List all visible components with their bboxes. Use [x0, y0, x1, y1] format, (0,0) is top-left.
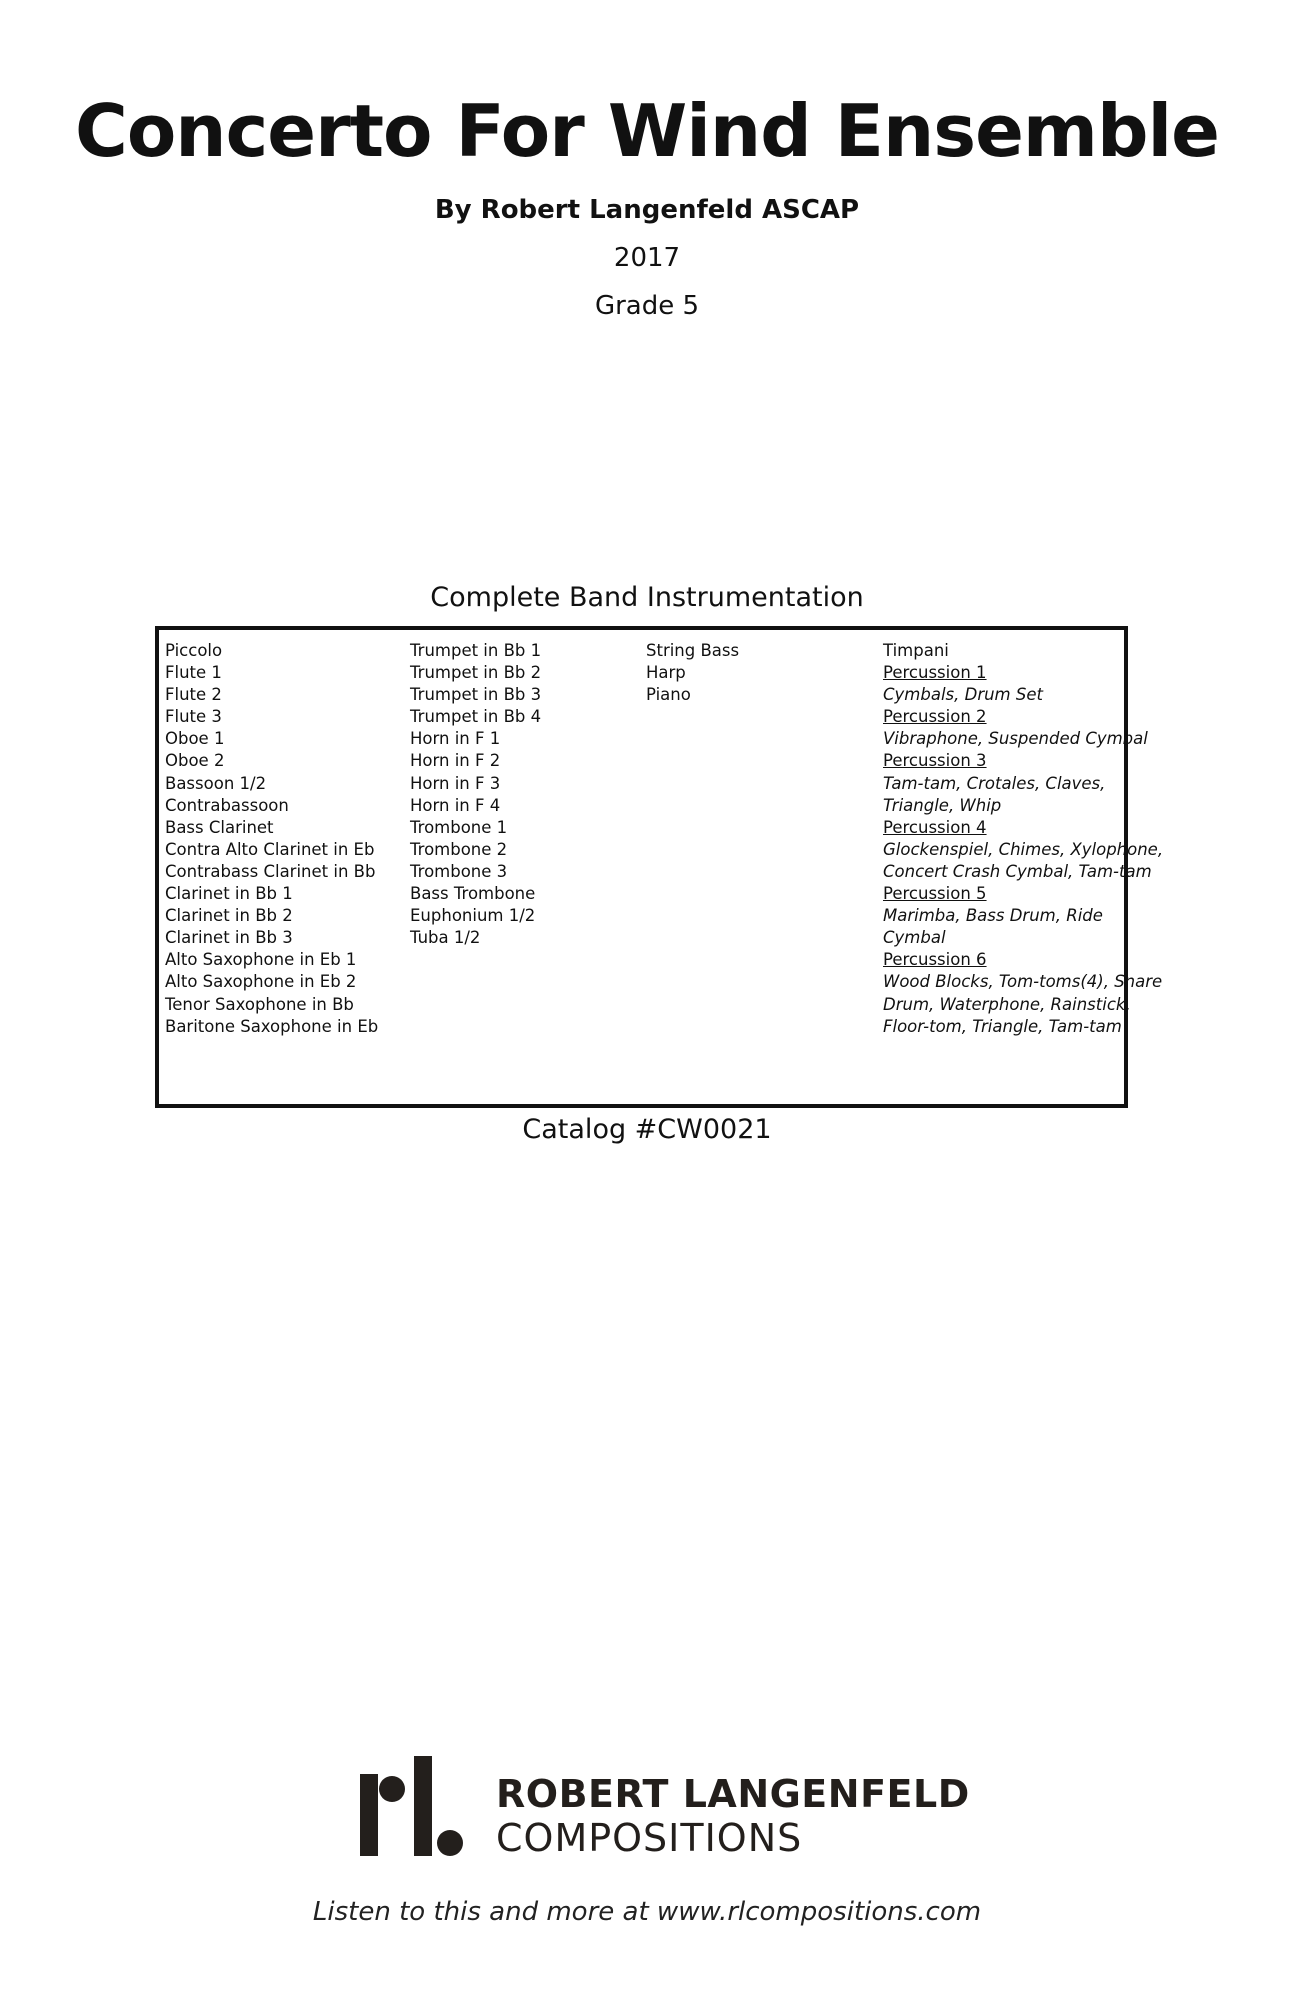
- instrument-item: Horn in F 2: [410, 751, 501, 771]
- instrument-item: Contra Alto Clarinet in Eb: [165, 839, 375, 859]
- instrument-item: Horn in F 1: [410, 729, 501, 749]
- percussion-heading: Percussion 1: [883, 663, 987, 683]
- instrument-column-brass: [410, 640, 541, 949]
- instrument-item: Trombone 3: [410, 861, 508, 881]
- percussion-heading: Percussion 4: [883, 817, 987, 837]
- instrument-column-woodwinds: [165, 640, 378, 1038]
- instrument-item: Trumpet in Bb 2: [410, 663, 542, 683]
- percussion-detail: Wood Blocks, Tom-toms(4), Snare: [883, 972, 1163, 992]
- footer-website-note: Listen to this and more at www.rlcompositions.com: [312, 1897, 982, 1927]
- catalog-number: Catalog #CW0021: [522, 1114, 772, 1145]
- logo-name: ROBERT LANGENFELD: [496, 1772, 970, 1816]
- instrument-item: Trumpet in Bb 1: [410, 641, 542, 660]
- instrument-item: Baritone Saxophone in Eb: [165, 1016, 379, 1036]
- composer-byline: By Robert Langenfeld ASCAP: [434, 195, 860, 225]
- instrument-item: Trombone 1: [410, 817, 508, 837]
- logo-r-dot: [379, 1776, 405, 1802]
- instrument-item: Alto Saxophone in Eb 2: [165, 972, 357, 992]
- instrument-item: Flute 3: [165, 707, 222, 727]
- logo-subtitle: COMPOSITIONS: [496, 1816, 803, 1860]
- difficulty-grade: Grade 5: [594, 291, 700, 321]
- instrument-item: Contrabassoon: [165, 795, 289, 815]
- logo-period-dot: [437, 1830, 463, 1856]
- instrument-item: Horn in F 3: [410, 773, 501, 793]
- instrument-item: Flute 1: [165, 663, 222, 683]
- percussion-detail: Concert Crash Cymbal, Tam-tam: [883, 861, 1152, 881]
- instrument-item: Trombone 2: [410, 839, 508, 859]
- percussion-detail: Tam-tam, Crotales, Claves,: [883, 773, 1106, 793]
- percussion-detail: Drum, Waterphone, Rainstick,: [883, 994, 1131, 1014]
- logo-l-stem: [414, 1756, 432, 1856]
- percussion-detail: Marimba, Bass Drum, Ride: [883, 906, 1103, 926]
- instrument-item: Clarinet in Bb 1: [165, 884, 293, 904]
- instrument-column-percussion: [883, 640, 1163, 1038]
- percussion-heading: Percussion 6: [883, 950, 987, 970]
- instrument-item: Clarinet in Bb 2: [165, 906, 293, 926]
- instrument-item: Oboe 1: [165, 729, 225, 749]
- percussion-detail: Cymbal: [883, 928, 946, 948]
- logo-r-stem: [360, 1774, 378, 1856]
- page-title: Concerto For Wind Ensemble: [75, 89, 1219, 173]
- instrument-item: Bass Clarinet: [165, 817, 274, 837]
- instrument-item: Tenor Saxophone in Bb: [165, 994, 354, 1014]
- instrument-item: Timpani: [883, 641, 949, 660]
- instrument-item: Bass Trombone: [410, 884, 536, 904]
- instrumentation-heading: Complete Band Instrumentation: [430, 582, 864, 613]
- instrument-item: Clarinet in Bb 3: [165, 928, 293, 948]
- percussion-detail: Vibraphone, Suspended Cymbal: [883, 729, 1148, 749]
- instrument-item: Horn in F 4: [410, 795, 501, 815]
- percussion-heading: Percussion 3: [883, 751, 987, 771]
- percussion-detail: Triangle, Whip: [883, 795, 1002, 815]
- composition-year: 2017: [613, 243, 681, 273]
- rl-logo-icon: [360, 1756, 470, 1856]
- percussion-heading: Percussion 2: [883, 707, 987, 727]
- instrument-item: Piano: [646, 685, 691, 705]
- instrument-item: Flute 2: [165, 685, 222, 705]
- instrument-item: Alto Saxophone in Eb 1: [165, 950, 357, 970]
- instrument-item: String Bass: [646, 641, 740, 660]
- instrument-item: Trumpet in Bb 4: [410, 707, 542, 727]
- instrument-item: Euphonium 1/2: [410, 906, 536, 926]
- percussion-detail: Floor-tom, Triangle, Tam-tam: [883, 1016, 1122, 1036]
- instrument-item: Harp: [646, 663, 686, 683]
- instrument-item: Tuba 1/2: [410, 928, 481, 948]
- percussion-detail: Glockenspiel, Chimes, Xylophone,: [883, 839, 1164, 859]
- percussion-detail: Cymbals, Drum Set: [883, 685, 1043, 705]
- instrument-item: Trumpet in Bb 3: [410, 685, 542, 705]
- instrument-item: Oboe 2: [165, 751, 225, 771]
- instrument-item: Bassoon 1/2: [165, 773, 267, 793]
- instrument-column-strings-keys: [646, 640, 739, 706]
- instrument-item: Contrabass Clarinet in Bb: [165, 861, 376, 881]
- instrumentation-box: [155, 626, 1164, 1108]
- instrument-item: Piccolo: [165, 641, 223, 660]
- percussion-heading: Percussion 5: [883, 884, 987, 904]
